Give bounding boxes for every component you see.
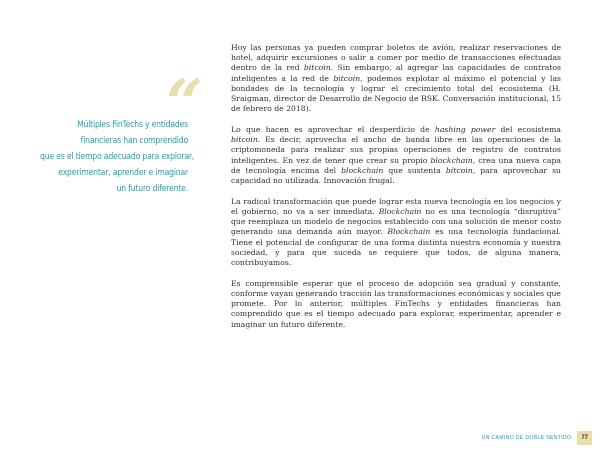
page-number: 77	[577, 431, 592, 445]
body-text	[231, 43, 561, 340]
pull-quote-line: que es el tiempo adecuado para explorar,	[40, 152, 195, 162]
italic-term: Blockchain	[387, 227, 431, 237]
italic-term: bitcoin	[231, 135, 258, 145]
paragraph: La radical transformación que puede lograr esta nueva tecnología en los negocios y el gobierno, no va a ser inmediata. Blockchain no es una tecnología “disruptiva” que reemplaza un modelo de negocios establecido con una solución de menor costo generando una demanda aún mayor. Blockchain es una tecnología fundacional. Tiene el potencial de configurar de una forma distinta nuestra economía y nuestra sociedad, y para que suceda se requiere que todos, de alguna manera, contribuyamos.	[231, 196, 561, 268]
paragraph: Es comprensible esperar que el proceso de adopción sea gradual y constante, conforme vayan generando tracción las transformaciones económicas y sociales que promete. Por lo anterior, múltiples FinTechs y entidades financieras han comprendido que es el tiempo adecuado para explorar, experimentar, aprender e imaginar un futuro diferente.	[231, 278, 561, 329]
pull-quote-line: un futuro diferente.	[116, 184, 188, 194]
pull-quote-line: experimentar, aprender e imaginar	[58, 168, 188, 178]
paragraph: Lo que hacen es aprovechar el desperdicio de hashing power del ecosistema bitcoin. Es decir, aprovecha el ancho de banda libre en las operaciones de la criptomoneda para realizar sus propias operaciones de registro de contratos inteligentes. En vez de tener que crear su propio blockchain, crea una nueva capa de tecnología encima del blockchain que sustenta bitcoin, para aprovechar su capacidad no utilizada. Innovación frugal.	[231, 125, 561, 186]
italic-term: hashing power	[434, 125, 496, 135]
running-title: UN CAMINO DE DOBLE SENTIDO	[481, 435, 572, 441]
italic-term: bitcoin	[333, 73, 361, 83]
italic-term: blockchain	[430, 155, 473, 165]
italic-term: bitcoin	[303, 63, 331, 73]
pull-quote-line: Múltiples FinTechs y entidades	[77, 120, 188, 130]
quote-mark-icon: “	[166, 66, 197, 141]
italic-term: bitcoin	[445, 165, 473, 175]
pull-quote-line: financieras han comprendido	[80, 136, 188, 146]
pull-quote	[40, 117, 195, 197]
italic-term: blockchain	[341, 165, 384, 175]
paragraph: Hoy las personas ya pueden comprar boletos de avión, realizar reservaciones de hotel, adquirir excursiones o salir a comer por medio de transacciones efectuadas dentro de la red bitcoin. Sin embargo, al agregar las capacidades de contratos inteligentes a la red de bitcoin, podemos explotar al máximo el potencial y las bondades de la tecnología y lograr el crecimiento total del ecosistema (H. Sraigman, director de Desarrollo de Negocio de RSK. Conversación institucional, 15 de febrero de 2018).	[231, 43, 561, 114]
footer	[482, 431, 592, 445]
italic-term: Blockchain	[378, 207, 422, 217]
